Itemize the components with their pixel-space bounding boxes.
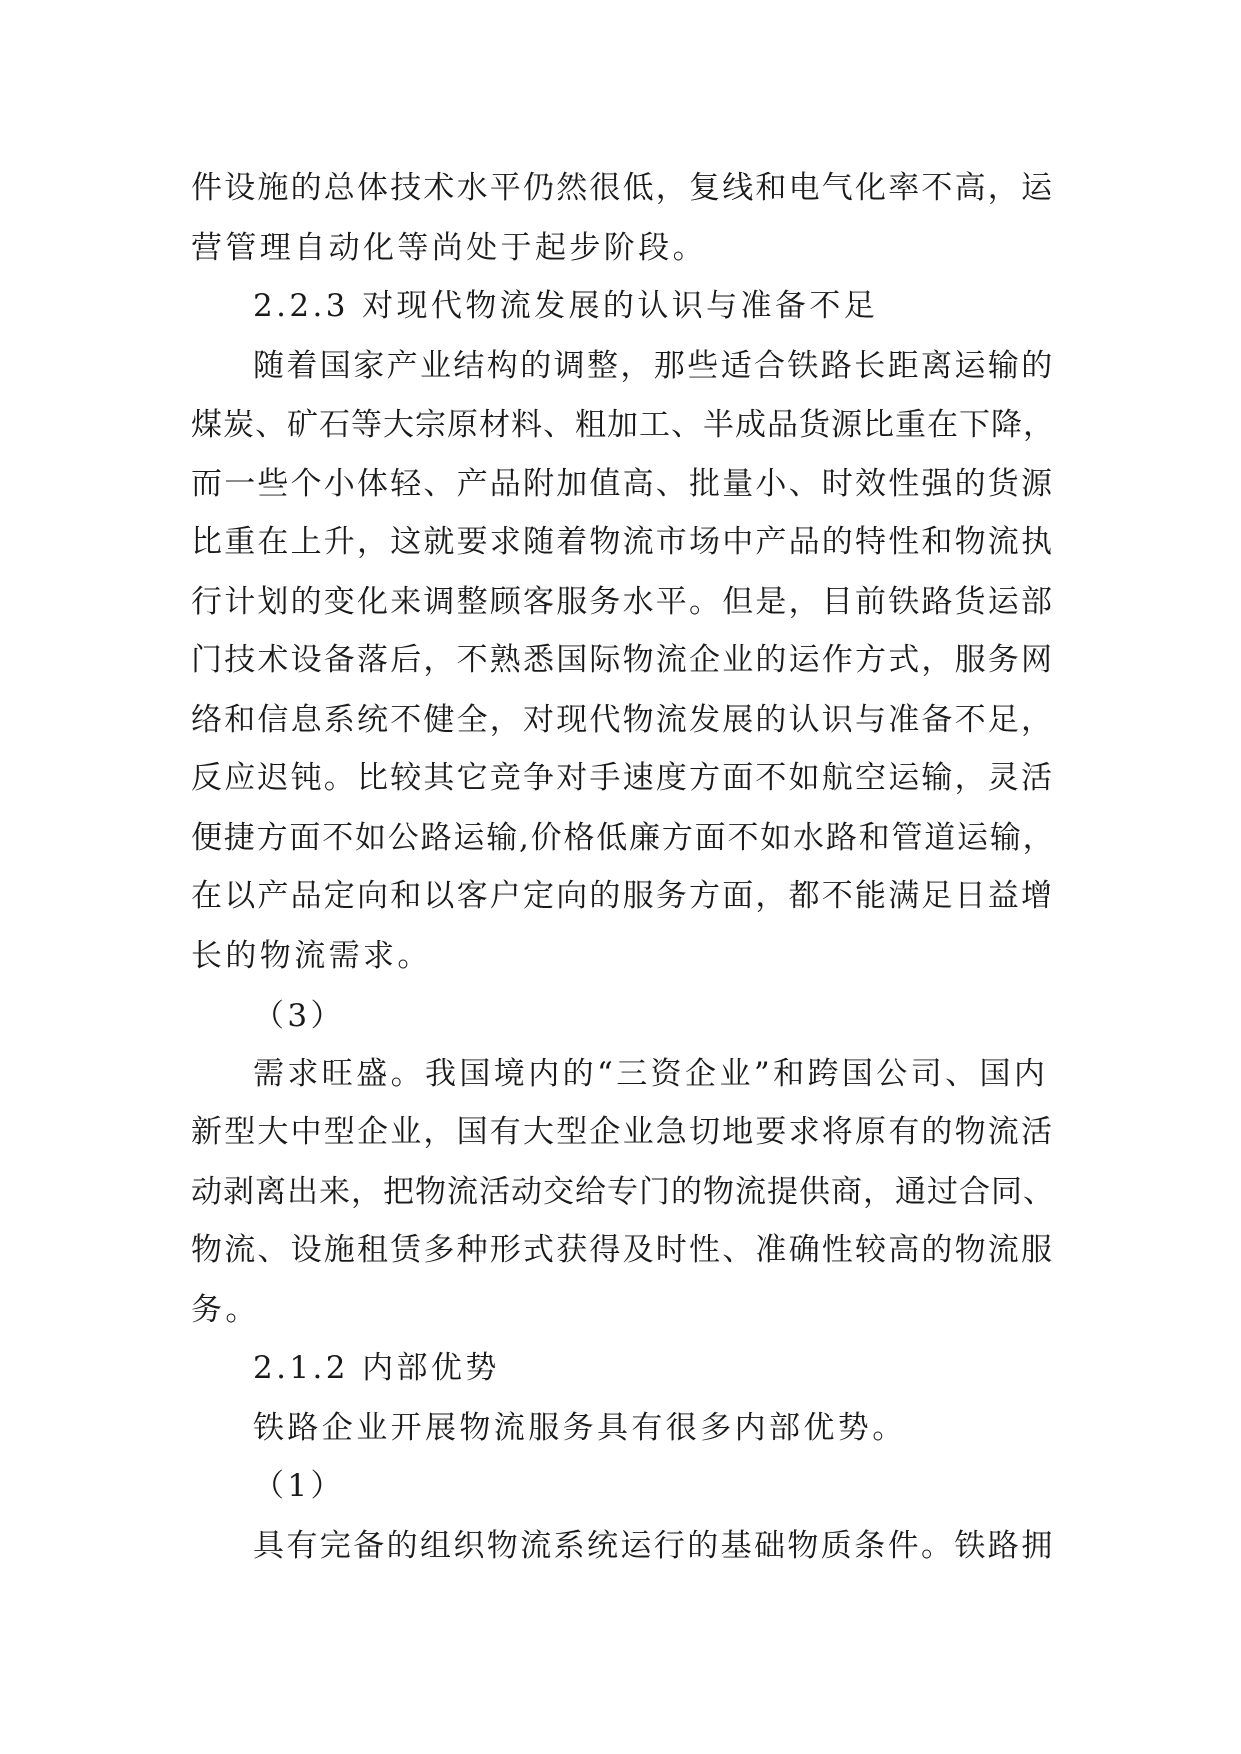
- text-line: 件设施的总体技术水平仍然很低，复线和电气化率不高，运: [191, 170, 1055, 206]
- section-heading: 2.2.3 对现代物流发展的认识与准备不足: [253, 288, 879, 324]
- text-line: 而一些个小体轻、产品附加值高、批量小、时效性强的货源: [191, 466, 1055, 502]
- text-line: 具有完备的组织物流系统运行的基础物质条件。铁路拥: [253, 1528, 1055, 1564]
- text-line: 随着国家产业结构的调整，那些适合铁路长距离运输的: [253, 348, 1055, 384]
- text-line: 门技术设备落后，不熟悉国际物流企业的运作方式，服务网: [191, 642, 1055, 678]
- text-line: 需求旺盛。我国境内的“三资企业”和跨国公司、国内: [253, 1056, 1049, 1092]
- text-line: 比重在上升，这就要求随着物流市场中产品的特性和物流执: [191, 524, 1055, 560]
- text-line: 动剥离出来，把物流活动交给专门的物流提供商，通过合同、: [191, 1174, 1055, 1210]
- text-line: 络和信息系统不健全，对现代物流发展的认识与准备不足，: [191, 702, 1055, 738]
- text-line: 务。: [191, 1292, 260, 1328]
- text-line: 铁路企业开展物流服务具有很多内部优势。: [253, 1410, 907, 1446]
- text-line: 新型大中型企业，国有大型企业急切地要求将原有的物流活: [191, 1114, 1055, 1150]
- text-line: 行计划的变化来调整顾客服务水平。但是，目前铁路货运部: [191, 584, 1055, 620]
- text-line: 长的物流需求。: [191, 938, 432, 974]
- text-line: 反应迟钝。比较其它竞争对手速度方面不如航空运输，灵活: [191, 760, 1055, 796]
- list-marker: （3）: [253, 998, 345, 1034]
- text-line: 煤炭、矿石等大宗原材料、粗加工、半成品货源比重在下降，: [191, 407, 1055, 443]
- text-line: 物流、设施租赁多种形式获得及时性、准确性较高的物流服: [191, 1232, 1055, 1268]
- text-line: 在以产品定向和以客户定向的服务方面，都不能满足日益增: [191, 878, 1055, 914]
- section-heading: 2.1.2 内部优势: [253, 1350, 500, 1386]
- list-marker: （1）: [253, 1468, 345, 1504]
- text-line: 便捷方面不如公路运输,价格低廉方面不如水路和管道运输，: [191, 820, 1056, 856]
- text-line: 营管理自动化等尚处于起步阶段。: [191, 230, 707, 266]
